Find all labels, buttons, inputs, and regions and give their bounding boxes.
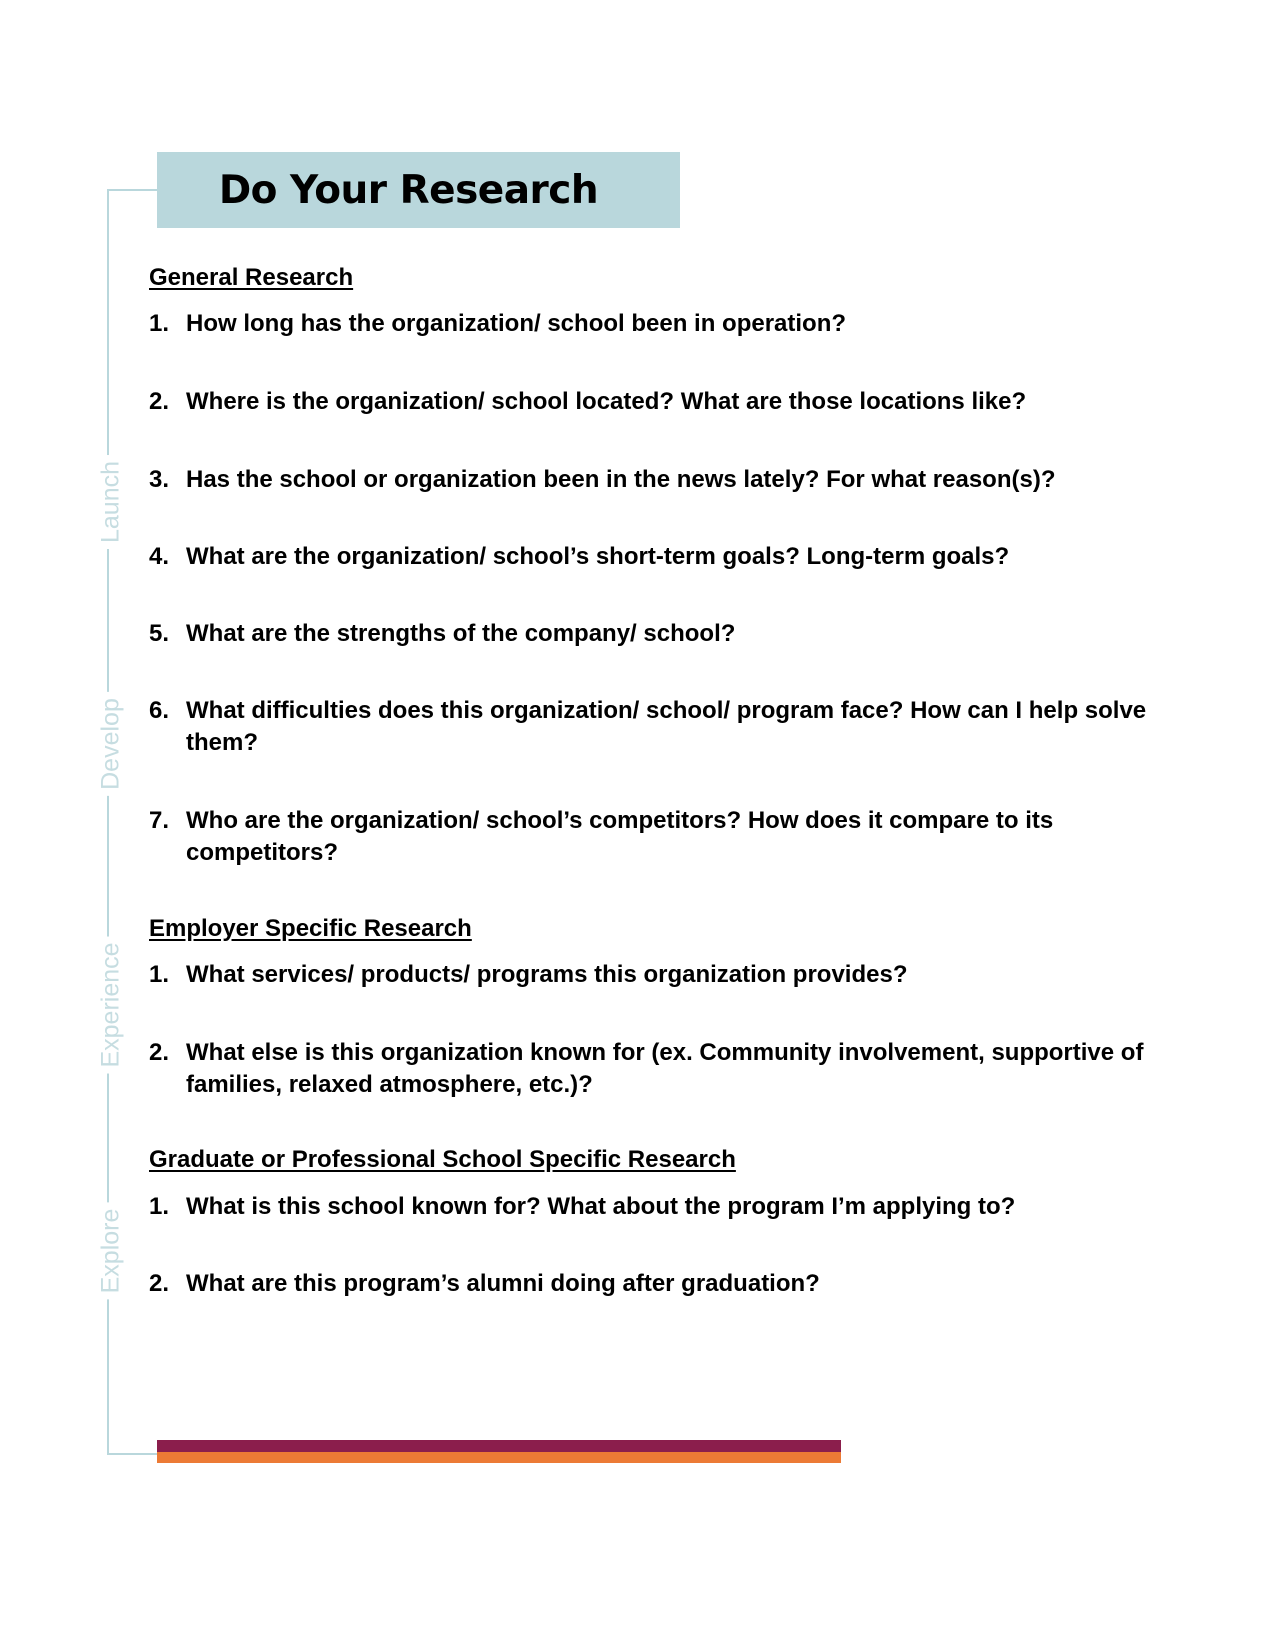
list-text: Where is the organization/ school located? What are those locations like? xyxy=(186,388,1027,415)
list-item xyxy=(149,695,1159,759)
list-item xyxy=(149,541,1159,573)
page-title: Do Your Research xyxy=(218,167,599,213)
list-number: 1. xyxy=(149,310,170,337)
list-item xyxy=(149,1191,1159,1223)
list-item xyxy=(149,464,1159,496)
list-number: 7. xyxy=(149,807,170,834)
list-text: Has the school or organization been in the news lately? For what reason(s)? xyxy=(186,466,1056,493)
list-text: What are the organization/ school’s short-term goals? Long-term goals? xyxy=(186,543,1010,570)
list-text: What else is this organization known for (ex. Community involvement, supportive of families, relaxed atmosphere, etc.)? xyxy=(186,1039,1144,1098)
list-item xyxy=(149,805,1159,869)
list-number: 3. xyxy=(149,466,170,493)
list-text: How long has the organization/ school been in operation? xyxy=(186,310,847,337)
timeline-bottom-tick xyxy=(107,1453,157,1455)
list-number: 1. xyxy=(149,961,170,988)
title-banner xyxy=(157,152,680,228)
list-number: 2. xyxy=(149,1270,170,1297)
list-number: 5. xyxy=(149,620,170,647)
section-heading-graduate: Graduate or Professional School Specific Research xyxy=(149,1146,736,1173)
list-item xyxy=(149,959,1159,991)
section-heading-employer: Employer Specific Research xyxy=(149,915,472,942)
phase-develop-label: Develop xyxy=(97,692,126,796)
list-text: Who are the organization/ school’s competitors? How does it compare to its competitors? xyxy=(186,807,1054,866)
list-item xyxy=(149,386,1159,418)
list-number: 2. xyxy=(149,1039,170,1066)
list-number: 1. xyxy=(149,1193,170,1220)
list-text: What is this school known for? What about the program I’m applying to? xyxy=(186,1193,1016,1220)
list-text: What are this program’s alumni doing after graduation? xyxy=(186,1270,820,1297)
phase-launch-label: Launch xyxy=(97,455,126,549)
list-item xyxy=(149,308,1159,340)
footer-bar-orange xyxy=(157,1452,841,1463)
timeline-top-tick xyxy=(107,189,157,191)
list-number: 4. xyxy=(149,543,170,570)
phase-explore-label: Explore xyxy=(97,1203,126,1300)
list-number: 2. xyxy=(149,388,170,415)
list-number: 6. xyxy=(149,697,170,724)
list-text: What services/ products/ programs this organization provides? xyxy=(186,961,908,988)
phase-experience-label: Experience xyxy=(97,936,126,1073)
footer-bar-maroon xyxy=(157,1440,841,1452)
list-item xyxy=(149,1037,1159,1101)
list-text: What difficulties does this organization/ school/ program face? How can I help solve them? xyxy=(186,697,1147,756)
list-text: What are the strengths of the company/ school? xyxy=(186,620,736,647)
list-item xyxy=(149,1268,1159,1300)
section-heading-general: General Research xyxy=(149,264,354,291)
list-item xyxy=(149,618,1159,650)
